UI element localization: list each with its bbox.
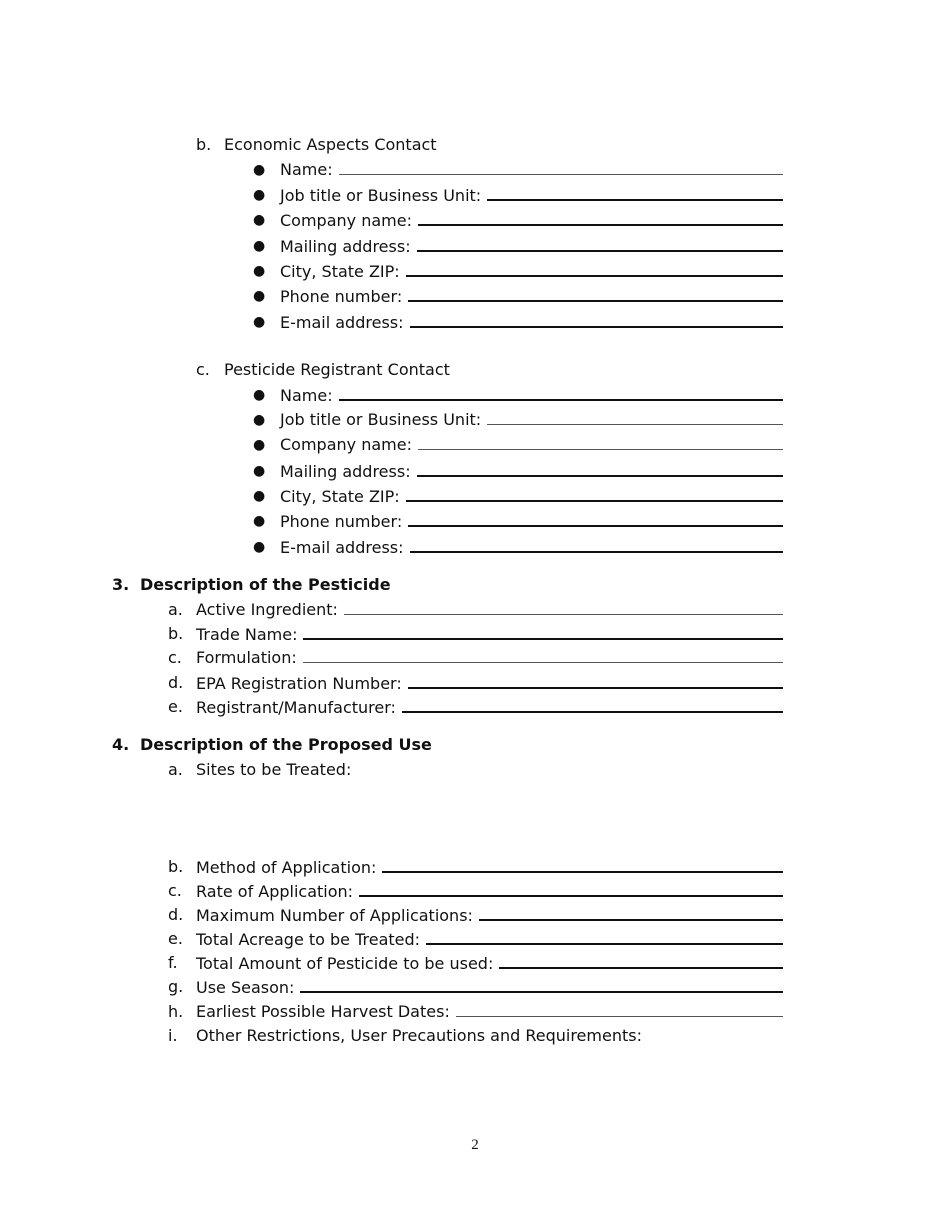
registrant-manufacturer-field[interactable]: Registrant/Manufacturer: xyxy=(196,697,783,718)
item-marker: e. xyxy=(168,697,183,716)
item-marker: i. xyxy=(168,1026,178,1045)
formulation-field[interactable]: Formulation: xyxy=(196,648,783,668)
bullet-icon: ● xyxy=(253,513,266,529)
registrant-city-field[interactable]: City, State ZIP: xyxy=(280,486,783,507)
economic-phone-input[interactable] xyxy=(408,286,783,302)
economic-company-input[interactable] xyxy=(418,210,783,226)
section-3-number: 3. xyxy=(112,575,130,594)
section-b-title: Economic Aspects Contact xyxy=(224,135,437,154)
registrant-name-input[interactable] xyxy=(339,385,783,401)
registrant-city-input[interactable] xyxy=(406,486,783,502)
total-acreage-input[interactable] xyxy=(426,929,783,945)
item-marker: d. xyxy=(168,673,184,692)
registrant-mailing-field[interactable]: Mailing address: xyxy=(280,461,783,482)
max-applications-input[interactable] xyxy=(479,905,783,921)
total-amount-input[interactable] xyxy=(499,953,783,969)
bullet-icon: ● xyxy=(253,463,266,479)
bullet-icon: ● xyxy=(253,238,266,254)
bullet-icon: ● xyxy=(253,539,266,555)
use-season-field[interactable]: Use Season: xyxy=(196,977,783,998)
epa-registration-input[interactable] xyxy=(408,673,783,689)
harvest-dates-input[interactable] xyxy=(456,1002,783,1017)
registrant-phone-input[interactable] xyxy=(408,511,783,527)
total-acreage-field[interactable]: Total Acreage to be Treated: xyxy=(196,929,783,950)
item-marker: d. xyxy=(168,905,184,924)
item-marker: c. xyxy=(168,881,182,900)
registrant-manufacturer-input[interactable] xyxy=(402,697,783,713)
bullet-icon: ● xyxy=(253,314,266,330)
harvest-dates-field[interactable]: Earliest Possible Harvest Dates: xyxy=(196,1002,783,1022)
section-4-title: Description of the Proposed Use xyxy=(140,735,432,754)
registrant-company-field[interactable]: Company name: xyxy=(280,435,783,455)
use-season-input[interactable] xyxy=(300,977,783,993)
bullet-icon: ● xyxy=(253,387,266,403)
rate-of-application-field[interactable]: Rate of Application: xyxy=(196,881,783,902)
economic-mailing-field[interactable]: Mailing address: xyxy=(280,236,783,257)
registrant-phone-field[interactable]: Phone number: xyxy=(280,511,783,532)
section-3-title: Description of the Pesticide xyxy=(140,575,391,594)
item-marker: b. xyxy=(168,857,184,876)
rate-of-application-input[interactable] xyxy=(359,881,783,897)
item-marker: h. xyxy=(168,1002,184,1021)
total-amount-field[interactable]: Total Amount of Pesticide to be used: xyxy=(196,953,783,974)
page-number: 2 xyxy=(471,1137,479,1153)
economic-email-input[interactable] xyxy=(410,312,784,328)
max-applications-field[interactable]: Maximum Number of Applications: xyxy=(196,905,783,926)
section-c-title: Pesticide Registrant Contact xyxy=(224,360,450,379)
economic-name-input[interactable] xyxy=(339,160,783,175)
economic-phone-field[interactable]: Phone number: xyxy=(280,286,783,307)
economic-name-field[interactable]: Name: xyxy=(280,160,783,180)
economic-mailing-input[interactable] xyxy=(417,236,783,252)
item-marker: c. xyxy=(168,648,182,667)
other-restrictions-label: Other Restrictions, User Precautions and Requirements: xyxy=(196,1026,642,1045)
method-of-application-field[interactable]: Method of Application: xyxy=(196,857,783,878)
item-marker: a. xyxy=(168,600,183,619)
method-of-application-input[interactable] xyxy=(382,857,783,873)
economic-email-field[interactable]: E-mail address: xyxy=(280,312,783,333)
economic-company-field[interactable]: Company name: xyxy=(280,210,783,231)
section-b-marker: b. xyxy=(196,135,212,154)
registrant-email-input[interactable] xyxy=(410,537,784,553)
item-marker: e. xyxy=(168,929,183,948)
section-4-number: 4. xyxy=(112,735,130,754)
bullet-icon: ● xyxy=(253,437,266,453)
bullet-icon: ● xyxy=(253,263,266,279)
item-marker: a. xyxy=(168,760,183,779)
sites-to-be-treated-label: Sites to be Treated: xyxy=(196,760,352,779)
economic-job-title-field[interactable]: Job title or Business Unit: xyxy=(280,185,783,206)
active-ingredient-field[interactable]: Active Ingredient: xyxy=(196,600,783,620)
item-marker: f. xyxy=(168,953,178,972)
bullet-icon: ● xyxy=(253,187,266,203)
registrant-company-input[interactable] xyxy=(418,435,783,450)
registrant-job-title-field[interactable]: Job title or Business Unit: xyxy=(280,410,783,430)
registrant-email-field[interactable]: E-mail address: xyxy=(280,537,783,558)
economic-job-title-input[interactable] xyxy=(487,185,783,201)
bullet-icon: ● xyxy=(253,488,266,504)
bullet-icon: ● xyxy=(253,412,266,428)
bullet-icon: ● xyxy=(253,162,266,178)
bullet-icon: ● xyxy=(253,212,266,228)
registrant-job-title-input[interactable] xyxy=(487,410,783,425)
trade-name-field[interactable]: Trade Name: xyxy=(196,624,783,645)
registrant-name-field[interactable]: Name: xyxy=(280,385,783,406)
registrant-mailing-input[interactable] xyxy=(417,461,783,477)
item-marker: g. xyxy=(168,977,184,996)
section-c-marker: c. xyxy=(196,360,210,379)
trade-name-input[interactable] xyxy=(303,624,783,640)
epa-registration-field[interactable]: EPA Registration Number: xyxy=(196,673,783,694)
item-marker: b. xyxy=(168,624,184,643)
economic-city-field[interactable]: City, State ZIP: xyxy=(280,261,783,282)
bullet-icon: ● xyxy=(253,288,266,304)
formulation-input[interactable] xyxy=(303,648,783,663)
economic-city-input[interactable] xyxy=(406,261,783,277)
active-ingredient-input[interactable] xyxy=(344,600,783,615)
